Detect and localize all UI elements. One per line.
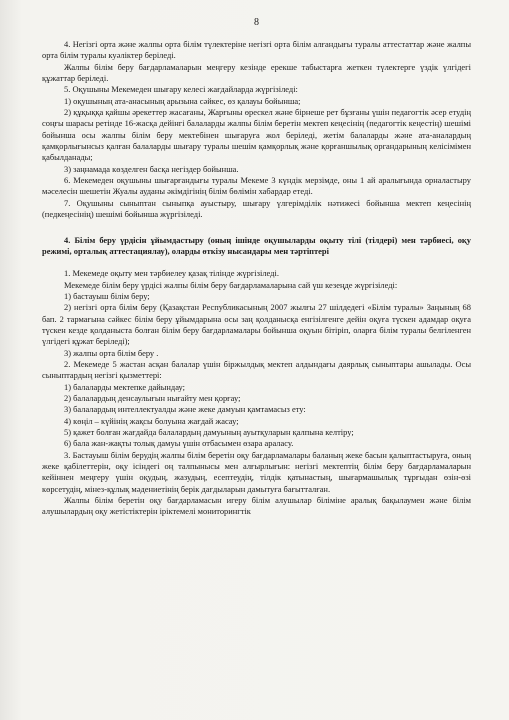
list-item-stage-3: 3) жалпы орта білім беру . (64, 347, 159, 358)
list-item-expulsion-2: 2) құқыққа қайшы әрекеттер жасағаны, Жарғыны өрескел және бірнеше рет бұзғаны үшін педагогтік әсер етудің соңғы шарасы ретінде 16-жасқа дейінгі балаларды жалпы білім беретін мектеп кеңесінің (педагогтік кеңестің) шешімі бойынша осы жалпы білім беру мектебінен шығаруға жол беріледі, жетім балаларды және ата-аналардың қамқорлығынсыз қалған балаларды шығару туралы шешім қамқорлық және қорғаншылық органдарының келісімімен қабылданады; (42, 107, 471, 163)
paragraph-three-stages: Мекемеде білім беру үрдісі жалпы білім беру бағдарламаларына сай үш кезеңде жүргізіледі: (64, 279, 398, 290)
list-item-expulsion-3: 3) заңнамада көзделген басқа негіздер бойынша. (64, 163, 239, 174)
list-item-function-5: 5) қажет болған жағдайда балалардың дамуының ауытқуларын қалпына келтіру; (64, 427, 354, 437)
list-item-function-1: 1) балаларды мектепке дайындау; (64, 381, 185, 392)
paragraph-preschool-classes: 2. Мекемеде 5 жастан асқан балалар үшін біржылдық мектеп алдындағы даярлық сыныптары ашылады. Осы сыныптардың негізгі қызметтері: (42, 358, 471, 381)
paragraph-monitoring: Жалпы білім беретін оқу бағдарламасын игеру білім алушылар біліміне аралық бақылаумен және білім алушылардың оқу жетістіктерін іріктемелі мониторингтік (42, 495, 471, 517)
paragraph-honors-documents: Жалпы білім беру бағдарламаларын меңгеру кезінде ерекше табыстарға жеткен түлектерге үздік үлгідегі құжаттар беріледі. (42, 61, 471, 84)
section-heading: 4. Білім беру үрдісін ұйымдастыру (оның ішінде оқушыларды оқыту тілі (тілдері) мен тәрбиесі, оқу режимі, орталық аттестациялау), оларды өткізу нысандары мен тәртіптері (42, 234, 471, 256)
page-number: 8 (254, 17, 259, 28)
paragraph-expulsion-cases: 5. Оқушыны Мекемеден шығару келесі жағдайларда жүргізіледі: (64, 84, 298, 95)
section-gap (42, 221, 471, 235)
list-item-function-6: 6) бала жан-жақты толық дамуы үшін отбасымен өзара араласу. (64, 438, 294, 449)
paragraph-primary-education: 3. Бастауыш білім берудің жалпы білім беретін оқу бағдарламалары баланың жеке басын қалыптастыруға, оның жеке қабілеттерін, оқу ісіндегі оң талпынысы мен алғырлығын: негізгі мектептің білім беру бағдарламаларын кейіннен меңгеру үшін оқудың, жазудың, есептеудің, тілдік қатынастың, шығармашылық тұрғыдан өзін-өзі көрсетудің, мінез-құлық мәдениетінің берік дағдыларын дамытуға бағытталған. (42, 449, 471, 494)
paragraph-certificates: 4. Негізгі орта және жалпы орта білім түлектеріне негізгі орта білім алғандығы туралы аттестаттар және жалпы орта білім туралы куәліктер беріледі. (42, 39, 471, 61)
list-item-stage-2: 2) негізгі орта білім беру (Қазақстан Республикасының 2007 жылғы 27 шілдедегі «Білім туралы» Заңының 68 бап. 2 тармағына сәйкес білім беру ұйымдарына осы заң қолданысқа енгізілгенге дейін оқуға түскен адамдар оқуға түскен кезде қолданыста болған білім беру бағдарламалары бойынша оқуын бітіріп, оларға білім туралы белгіленген үлгідегі құжат беріледі); (42, 302, 471, 347)
paragraph-transfer: 7. Оқушыны сыныптан сыныпқа ауыстыру, шығару үлгерімділік нәтижесі бойынша мектеп кеңесінің (педкеңесінің) шешімі бойынша жүргізіледі. (42, 197, 471, 220)
list-item-expulsion-1: 1) оқушының ата-анасының арызына сәйкес, өз қалауы бойынша; (64, 95, 301, 106)
list-item-function-3: 3) балалардың интеллектуалды және жеке дамуын қамтамасыз ету: (64, 404, 306, 415)
list-item-function-4: 4) көңіл – күйінің жақсы болуына жағдай жасау; (64, 415, 239, 426)
section-gap-small (42, 257, 471, 268)
list-item-function-2: 2) балалардың денсаулығын нығайту мен қорғау; (64, 392, 241, 403)
paragraph-notification: 6. Мекемеден оқушыны шығарғандығы туралы Мекеме 3 күндік мерзімде, оны 1 ай аралығында орналастыру мәселесін шешетін Жуалы ауданы әкімдігінің білім бөлімін хабардар етеді. (42, 175, 471, 197)
list-item-stage-1: 1) бастауыш білім беру; (64, 290, 150, 301)
paragraph-language: 1. Мекемеде оқыту мен тәрбиелеу қазақ тілінде жүргізіледі. (64, 268, 279, 279)
